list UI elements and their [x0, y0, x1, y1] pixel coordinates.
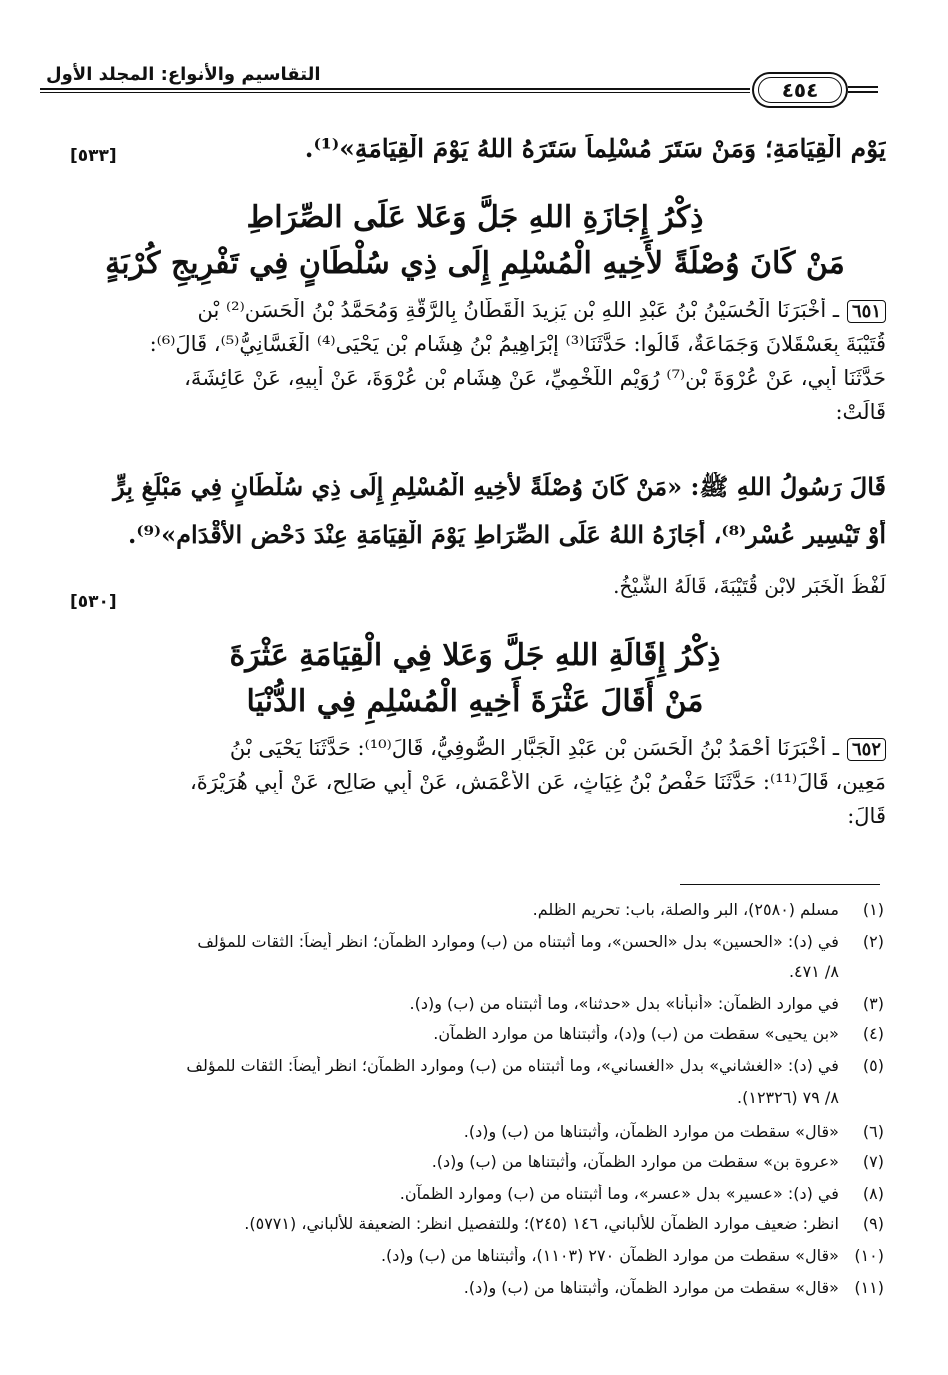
footnote [60, 932, 884, 951]
hadith-isnad-line [66, 736, 886, 761]
footnote [60, 1246, 884, 1265]
footnote [60, 1122, 884, 1141]
isnad-text: ـ أَخْبَرَنَا أَحْمَدُ بْنُ الْحَسَنِ بْنِ عَبْدِ الْجَبَّارِ الصُّوفِيُّ، قَالَ⁽¹⁰⁾: حَدَّثَنَا يَحْيَى بْنُ [229, 736, 839, 760]
footnote [60, 1056, 884, 1075]
continuation-line: يَوْمِ الْقِيَامَةِ؛ وَمَنْ سَتَرَ مُسْلِماً سَتَرَهُ اللهُ يَوْمَ الْقِيَامَةِ»⁽¹⁾. [304, 134, 886, 163]
isnad-line: قَالَتْ: [835, 400, 886, 424]
isnad-line: مَعِينٍ، قَالَ⁽¹¹⁾: حَدَّثَنَا حَفْصُ بْنُ غِيَاثٍ، عَنِ الأَعْمَشِ، عَنْ أَبِي صَالِحٍ، عَنْ أَبِي هُرَيْرَةَ، [190, 770, 886, 794]
footnote-text: «قال» سقطت من موارد الظمآن ٢٧٠ (١١٠٣)، وأثبتناها من (ب) و(د). [380, 1246, 839, 1265]
footnote-text: في (د): «الحسين» بدل «الحسن»، وما أثبتناه من (ب) وموارد الظمآن؛ انظر أيضاً: الثقات للمؤلف [197, 932, 839, 951]
page-number-badge [752, 72, 848, 108]
footnote-text: مسلم (٢٥٨٠)، البر والصلة، باب: تحريم الظلم. [532, 900, 839, 919]
footnote [60, 1214, 884, 1233]
page-number: ٤٥٤ [758, 77, 842, 103]
footnote [60, 994, 884, 1013]
chapter-heading: ذِكْرُ إِقَالَةِ اللهِ جَلَّ وَعَلا فِي الْقِيَامَةِ عَثْرَةَ [229, 638, 721, 673]
hadith-matn-line: أَوْ تَيْسِيرِ عُسْرٍ⁽⁸⁾، أَجَازَهُ اللهُ عَلَى الصِّرَاطِ يَوْمَ الْقِيَامَةِ عِنْدَ دَحْضِ الأَقْدَامِ»⁽⁹⁾. [127, 520, 886, 549]
hadith-note: لَفْظُ الْخَبَرِ لابْنِ قُتَيْبَةَ، قَالَهُ الشَّيْخُ. [613, 574, 886, 598]
footnote-number: (٤) [862, 1024, 884, 1043]
isnad-line: حَدَّثَنَا أَبِي، عَنْ عُرْوَةَ بْنِ⁽⁷⁾ رُوَيْمٍ اللَّخْمِيِّ، عَنْ هِشَامِ بْنِ عُرْوَةَ، عَنْ أَبِيهِ، عَنْ عَائِشَةَ، [184, 366, 886, 390]
footnote-text: انظر: ضعيف موارد الظمآن للألباني، ١٤٦ (٢٤٥)؛ وللتفصيل انظر: الضعيفة للألباني، (٥٧٧١). [244, 1214, 839, 1233]
header-rule-right [848, 86, 878, 88]
footnote [60, 1152, 884, 1171]
footnote-number: (٨) [862, 1184, 884, 1203]
running-header [40, 58, 878, 114]
footnote-number: (١) [862, 900, 884, 919]
chapter-subheading: مَنْ كَانَ وُصْلَةً لأَخِيهِ الْمُسْلِمِ إِلَى ذِي سُلْطَانٍ فِي تَفْرِيجِ كُرْبَةٍ [105, 246, 845, 281]
footnote-text: في (د): «عسير» بدل «عسر»، وما أثبتناه من (ب) وموارد الظمآن. [399, 1184, 839, 1203]
footnote [60, 900, 884, 919]
footnote-text: ٨/ ٤٧١. [788, 962, 839, 981]
chapter-heading: ذِكْرُ إِجَازَةِ اللهِ جَلَّ وَعَلا عَلَى الصِّرَاطِ [246, 200, 704, 235]
footnote-number: (٧) [862, 1152, 884, 1171]
footnote-number: (٣) [862, 994, 884, 1013]
footnote-text: في (د): «الغشاني» بدل «الغساني»، وما أثبتناه من (ب) وموارد الظمآن؛ انظر أيضاً: الثقات للمؤلف [186, 1056, 839, 1075]
footnote [60, 1024, 884, 1043]
isnad-text: ـ أَخْبَرَنَا الْحُسَيْنُ بْنُ عَبْدِ اللهِ بْنِ يَزِيدَ الْقَطَّانُ بِالرَّقَّةِ وَمُحَمَّدُ بْنُ الْحَسَنِ⁽²⁾ بْن [197, 298, 839, 322]
hadith-number: ٦٥٢ [847, 738, 886, 761]
footnote [60, 962, 884, 981]
hadith-number: ٦٥١ [847, 300, 886, 323]
footnote-text: «قال» سقطت من موارد الظمآن، وأثبتناها من (ب) و(د). [463, 1122, 839, 1141]
isnad-line: قُتَيْبَةَ بِعَسْقَلانَ وَجَمَاعَةٌ، قَالُوا: حَدَّثَنَا⁽³⁾ إِبْرَاهِيمُ بْنُ هِشَامِ بْنِ يَحْيَى⁽⁴⁾ الْغَسَّانِيُّ⁽⁵⁾، قَالَ⁽⁶⁾: [149, 332, 886, 356]
footnote-number: (٦) [862, 1122, 884, 1141]
header-rule [40, 88, 750, 90]
reference-number: [٥٣٣] [70, 146, 117, 166]
hadith-matn-line: قَالَ رَسُولُ اللهِ ﷺ: «مَنْ كَانَ وُصْلَةً لأَخِيهِ الْمُسْلِمِ إِلَى ذِي سُلْطَانٍ فِي مَبْلَغِ بِرٍّ [113, 472, 886, 501]
header-rule-right-2 [848, 91, 878, 93]
header-rule-thin [40, 92, 750, 93]
footnote-text: «بن يحيى» سقطت من (ب) و(د)، وأثبتناها من موارد الظمآن. [433, 1024, 839, 1043]
footnote-number: (٥) [862, 1056, 884, 1075]
isnad-line: قَالَ: [847, 804, 886, 828]
footnote-text: «قال» سقطت من موارد الظمآن، وأثبتناها من (ب) و(د). [463, 1278, 839, 1297]
footnote-number: (٩) [862, 1214, 884, 1233]
running-title: التقاسيم والأنواع: المجلد الأول [46, 64, 321, 85]
hadith-isnad-line [66, 298, 886, 323]
footnote-divider [680, 884, 880, 885]
footnote-number: (١١) [854, 1278, 884, 1297]
chapter-subheading: مَنْ أَقَالَ عَثْرَةَ أَخِيهِ الْمُسْلِمِ فِي الدُّنْيَا [246, 684, 704, 719]
footnote-text: «عروة بن» سقطت من موارد الظمآن، وأثبتناها من (ب) و(د). [431, 1152, 839, 1171]
footnote-number: (١٠) [854, 1246, 884, 1265]
footnote-text: ٨/ ٧٩ (١٢٣٢٦). [737, 1088, 839, 1107]
footnote-number: (٢) [862, 932, 884, 951]
footnote [60, 1184, 884, 1203]
footnote [60, 1088, 884, 1107]
reference-number: [٥٣٠] [70, 592, 117, 612]
footnote-text: في موارد الظمآن: «أنبأنا» بدل «حدثنا»، وما أثبتناه من (ب) و(د). [409, 994, 839, 1013]
footnote [60, 1278, 884, 1297]
